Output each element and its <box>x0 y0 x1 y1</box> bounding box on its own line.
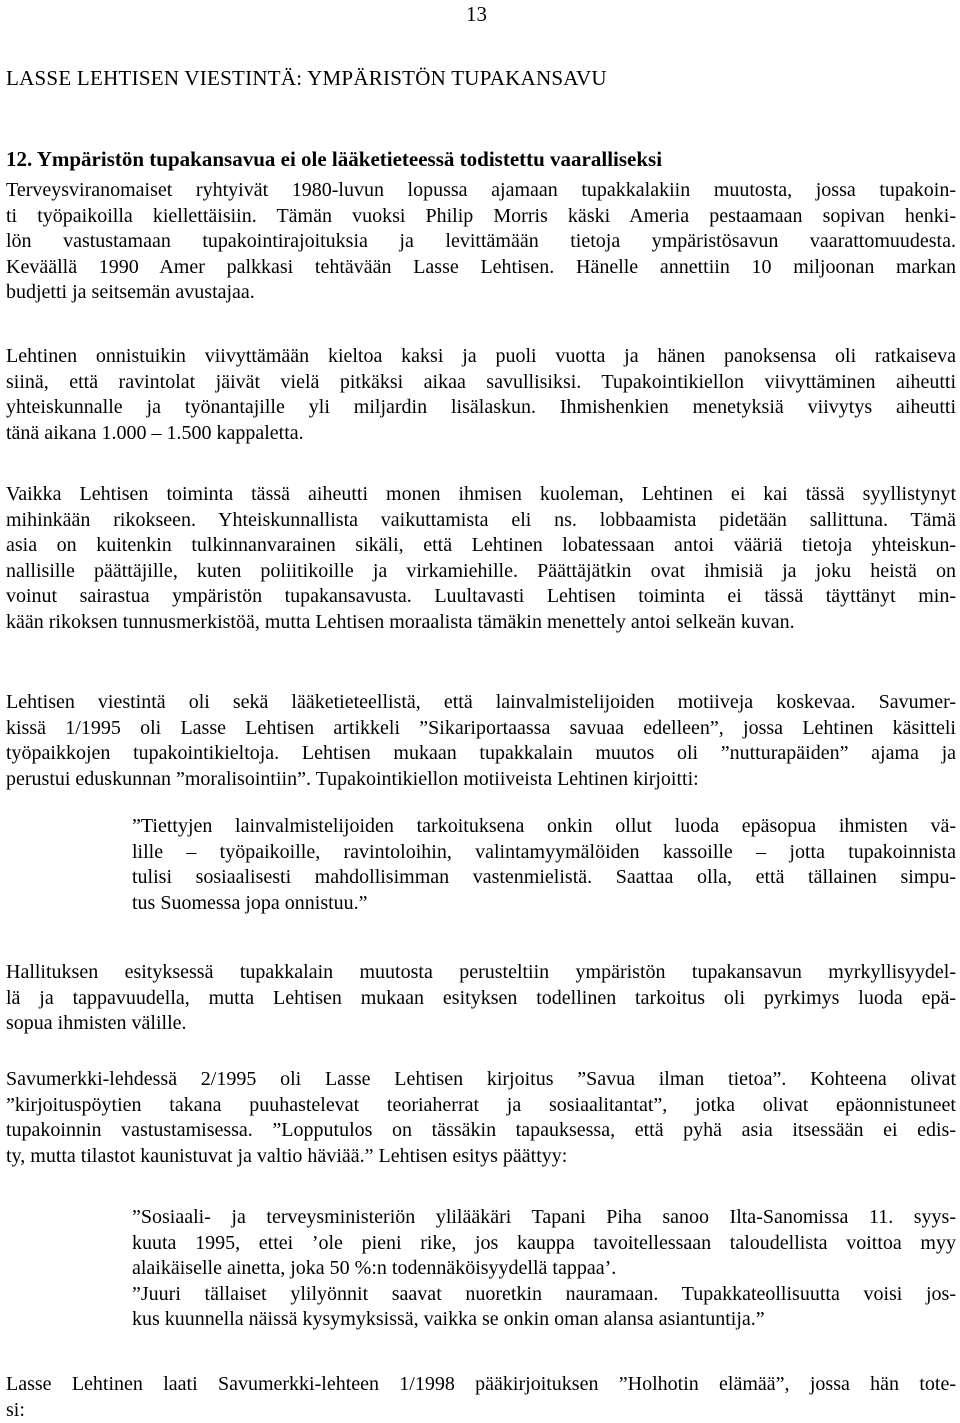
text-line: sopua ihmisten välille. <box>6 1012 187 1035</box>
quote-line: ”Sosiaali- ja terveysministeriön ylilääkäri Tapani Piha sanoo Ilta-Sanomissa 11. syys- <box>132 1206 956 1228</box>
text-line: ti työpaikoilla kiellettäisiin. Tämän vuoksi Philip Morris käski Ameria pestaamaan sopivan henki- <box>6 204 956 227</box>
quote-line: kus kuunnella näissä kysymyksissä, vaikka se onkin oman alansa asiantuntija.” <box>132 1308 765 1331</box>
text-line: mihinkään rikokseen. Yhteiskunnallista vaikuttamista eli ns. lobbaamista pidetään sallittuna. Tämä <box>6 508 956 531</box>
quote-line: tulisi sosiaalisesti mahdollisimman vastenmielistä. Saattaa olla, että tällainen simpu- <box>132 866 956 889</box>
text-line: budjetti ja seitsemän avustajaa. <box>6 281 255 304</box>
page-number: 13 <box>466 2 487 26</box>
paragraph-holhotin-elamaa <box>6 1372 956 1423</box>
quote-line: tus Suomessa jopa onnistuu.” <box>132 891 368 914</box>
paragraph-savumerkki-1995 <box>6 1067 956 1169</box>
page-title: LASSE LEHTISEN VIESTINTÄ: YMPÄRISTÖN TUPAKANSAVU <box>6 66 607 90</box>
block-quote-piha <box>132 1205 956 1333</box>
quote-line: ”Tiettyjen lainvalmistelijoiden tarkoituksena onkin ollut luoda epäsopua ihmisten vä- <box>132 815 956 837</box>
text-line: Lasse Lehtinen laati Savumerkki-lehteen 1/1998 pääkirjoituksen ”Holhotin elämää”, jossa hän tote- <box>6 1373 956 1395</box>
text-line: lön vastustamaan tupakointirajoituksia ja levittämään tietoja ympäristösavun vaarattomuudesta. <box>6 230 956 253</box>
text-line: yhteiskunnalle ja työnantajille yli miljardin lisälaskun. Ihmishenkien menetyksiä viivytys aiheutti <box>6 396 956 419</box>
text-line: tupakoinnin vastustamisessa. ”Lopputulos on tässäkin tapauksessa, että pyhä asia itsessään ei edis- <box>6 1119 956 1142</box>
paragraph-smoking-ban-background <box>6 178 956 306</box>
text-line: Lehtinen onnistuikin viivyttämään kieltoa kaksi ja puoli vuotta ja hänen panoksensa oli ratkaiseva <box>6 345 956 367</box>
text-line: Terveysviranomaiset ryhtyivät 1980-luvun lopussa ajamaan tupakkalakiin muutosta, jossa tupakoin- <box>6 179 956 201</box>
text-line: kään rikoksen tunnusmerkistöä, mutta Lehtisen moraalista tämäkin menettely antoi selkeän kuvan. <box>6 610 795 633</box>
paragraph-government-proposal <box>6 960 956 1037</box>
text-line: kissä 1/1995 oli Lasse Lehtisen artikkeli ”Sikariportaassa savuaa edelleen”, jossa Lehtinen käsitteli <box>6 716 956 739</box>
text-line: Vaikka Lehtisen toiminta tässä aiheutti monen ihmisen kuoleman, Lehtinen ei kai tässä syyllistynyt <box>6 483 956 505</box>
text-line: siinä, että ravintolat jäivät vielä pitkäksi aikaa savullisiksi. Tupakointikiellon viivyttäminen aiheutti <box>6 370 956 393</box>
paragraph-lobbying-assessment <box>6 482 956 636</box>
text-line: lä ja tappavuudella, mutta Lehtisen mukaan esityksen todellinen tarkoitus oli pyrkimys luoda epä- <box>6 986 956 1009</box>
quote-line: kuuta 1995, ettei ’ole pieni rike, jos kauppa tavoitellessaan taloudellista voittoa myy <box>132 1231 956 1254</box>
paragraph-lehtinen-communication <box>6 690 956 792</box>
quote-line: alaikäiselle ainetta, joka 50 %:n todennäköisyydellä tappaa’. <box>132 1257 617 1280</box>
text-line: voinut sairastua ympäristön tupakansavusta. Luultavasti Lehtisen toiminta ei tässä täyttänyt min- <box>6 585 956 608</box>
text-line: perustui eduskunnan ”moralisointiin”. Tupakointikiellon motiiveista Lehtinen kirjoitti: <box>6 767 699 790</box>
quote-line: lille – työpaikoille, ravintoloihin, valintamyymälöiden kassoille – jotta tupakoinnista <box>132 840 956 863</box>
text-line: Hallituksen esityksessä tupakkalain muutosta perusteltiin ympäristön tupakansavun myrkyllisyydel- <box>6 961 956 983</box>
text-line: nallisille päättäjille, kuten poliitikoille ja virkamiehille. Päättäjätkin ovat ihmisiä ja joku heistä on <box>6 559 956 582</box>
text-line: ty, mutta tilastot kaunistuvat ja valtio häviää.” Lehtisen esitys päättyy: <box>6 1144 568 1167</box>
section-heading: 12. Ympäristön tupakansavua ei ole lääketieteessä todistettu vaaralliseksi <box>6 147 663 171</box>
text-line: si: <box>6 1398 25 1421</box>
text-line: Savumerkki-lehdessä 2/1995 oli Lasse Lehtisen kirjoitus ”Savua ilman tietoa”. Kohteena olivat <box>6 1068 956 1090</box>
text-line: asia on kuitenkin tulkinnanvarainen sikäli, että Lehtinen lobatessaan antoi vääriä tietoja yhteiskun- <box>6 534 956 557</box>
paragraph-delay-consequences <box>6 344 956 446</box>
text-line: tänä aikana 1.000 – 1.500 kappaletta. <box>6 421 304 444</box>
quote-line: ”Juuri tällaiset ylilyönnit saavat nuoretkin nauramaan. Tupakkateollisuutta voisi jos- <box>132 1282 956 1305</box>
text-line: Lehtisen viestintä oli sekä lääketieteellistä, että lainvalmistelijoiden motiiveja koskevaa. Savumer- <box>6 691 956 713</box>
text-line: työpaikkojen tupakointikieltoja. Lehtisen mukaan tupakkalain muutos oli ”nutturapäiden” ajama ja <box>6 742 956 765</box>
text-line: Keväällä 1990 Amer palkkasi tehtävään Lasse Lehtisen. Hänelle annettiin 10 miljoonan markan <box>6 255 956 278</box>
text-line: ”kirjoituspöytien takana puuhastelevat teoriaherrat ja sosiaalitantat”, jotka olivat epäonnistuneet <box>6 1093 956 1116</box>
block-quote-lainvalmistelijat <box>132 814 956 916</box>
